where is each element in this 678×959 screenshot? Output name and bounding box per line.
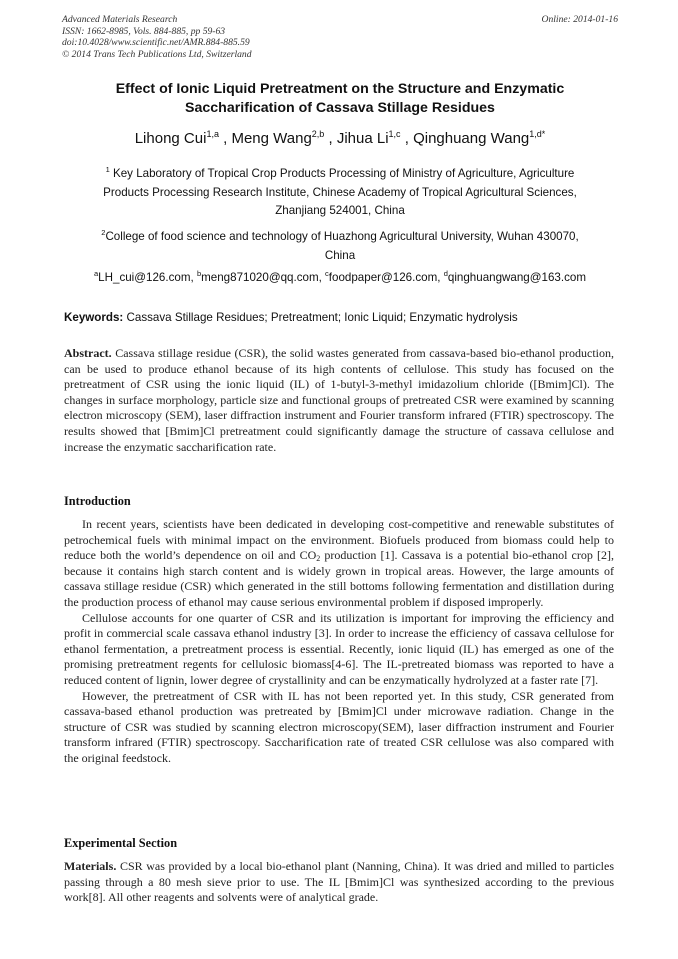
keywords <box>64 310 620 325</box>
introduction-paragraph-1 <box>64 517 614 611</box>
affiliation-2-line-1: College of food science and technology of Huazhong Agricultural University, Wuhan 430070, <box>105 230 579 243</box>
email-list <box>72 269 608 288</box>
title-line-2: Saccharification of Cassava Stillage Residues <box>185 100 495 116</box>
email-mark: c <box>325 269 329 278</box>
affiliation-1 <box>72 165 608 221</box>
author-name: Lihong Cui <box>134 130 207 147</box>
keywords-label: Keywords: <box>64 311 124 324</box>
issn-line: ISSN: 1662-8985, Vols. 884-885, pp 59-63 <box>62 25 226 37</box>
affiliation-1-line-1: Key Laboratory of Tropical Crop Products Processing of Ministry of Agriculture, Agriculture <box>109 167 575 180</box>
online-date: Online: 2014-01-16 <box>541 14 618 25</box>
author-name: Qinghuang Wang <box>413 130 530 147</box>
experimental-heading: Experimental Section <box>64 836 178 850</box>
email-address: qinghuangwang@163.com <box>447 271 586 284</box>
copyright-line: © 2014 Trans Tech Publications Ltd, Switzerland <box>62 48 252 60</box>
paragraph-text: In recent years, scientists have been dedicated in developing cost-competitive and renewable substitutes of petrochemical fuels with minimal impact on the environment. Biofuels produced from biomass could help to reduce both the world’s dependence on oil and CO <box>64 517 614 563</box>
paragraph-text: production [1]. Cassava is a potential bio-ethanol crop [2], because it contains high starch content and is widely grown in tropical areas. However, the large amounts of cassava stillage residue (CSR) which generated in the still bottoms following fermentation and distillation during the production process of ethanol may cause serious environmental problem if disposed improperly. <box>64 548 615 609</box>
journal-name: Advanced Materials Research <box>62 14 178 25</box>
affiliation-1-line-2: Products Processing Research Institute, Chinese Academy of Tropical Agricultural Sciences, <box>103 185 577 199</box>
materials-text: CSR was provided by a local bio-ethanol plant (Nanning, China). It was dried and milled to particles passing through a 80 mesh sieve prior to use. The IL [Bmim]Cl was synthesized according to the previous work[8]. All other reagents and solvents were of analytical grade. <box>64 859 614 905</box>
keywords-text: Cassava Stillage Residues; Pretreatment; Ionic Liquid; Enzymatic hydrolysis <box>123 311 518 324</box>
abstract <box>64 346 614 455</box>
paper-title <box>62 80 618 118</box>
author-name: Meng Wang <box>231 130 312 147</box>
email-address: meng871020@qq.com, <box>201 271 326 284</box>
introduction-heading: Introduction <box>64 494 131 508</box>
affiliation-mark: 1 <box>105 165 110 174</box>
introduction-paragraph-3: However, the pretreatment of CSR with IL has not been reported yet. In this study, CSR generated from cassava-based ethanol production was pretreated by [Bmim]Cl under microwave radiation. Change in the structure of CSR was studied by scanning electron microscopy(SEM), laser diffraction instrument and Fourier transform infrared (FTIR) spectroscopy. Saccharification rate of treated CSR cellulose was also compared with the original feedstock. <box>64 688 614 765</box>
affiliation-2-line-2: China <box>324 248 356 262</box>
journal-header <box>62 14 618 60</box>
introduction-body <box>64 517 614 767</box>
materials-label: Materials. <box>64 859 117 873</box>
doi-line: doi:10.4028/www.scientific.net/AMR.884-885.59 <box>62 37 250 48</box>
abstract-text: Cassava stillage residue (CSR), the solid wastes generated from cassava-based bio-ethanol production, can be used to produce ethanol because of its high contents of cellulose. This study has focused on the pretreatment of CSR using the ionic liquid (IL) of 1-butyl-3-methyl imidazolium chloride ([Bmim]Cl). The changes in surface morphology, particle size and functional groups of pretreated CSR were examined by scanning electron microscopy (SEM), laser diffraction instrument and Fourier transform infrared (FTIR) spectroscopy. The results showed that [Bmim]Cl pretreatment could significantly damage the structure of cassava cellulose and increase the enzymatic saccharification rate. <box>64 346 614 454</box>
materials-paragraph <box>64 859 614 906</box>
author-name: Jihua Li <box>336 130 389 147</box>
author-affiliation-mark: 2,b <box>311 129 325 139</box>
title-line-1: Effect of Ionic Liquid Pretreatment on the Structure and Enzymatic <box>115 81 565 97</box>
introduction-paragraph-2: Cellulose accounts for one quarter of CSR and its utilization is important for improving the efficiency and profit in commercial scale cassava ethanol industry [3]. In order to increase the efficiency of cassava cellulose for ethanol fermentation, a pretreatment process is essential. Recently, ionic liquid (IL) has emerged as one of the promising pretreatment regents for cellulosic biomass[4-6]. The IL-pretreated biomass was reported to have a reduced content of lignin, lower degree of crystallinity and can be enzymatically hydrolyzed at a faster rate [7]. <box>64 610 614 687</box>
author-affiliation-mark: 1,d* <box>529 129 546 139</box>
abstract-label: Abstract. <box>64 346 112 360</box>
author-affiliation-mark: 1,a <box>206 129 219 139</box>
subscript: 2 <box>316 554 321 564</box>
email-mark: d <box>443 269 448 278</box>
email-address: LH_cui@126.com, <box>98 271 197 284</box>
email-mark: a <box>94 269 99 278</box>
affiliation-mark: 2 <box>101 228 106 237</box>
author-list: Lihong Cui$^{1,a}$ , Meng Wang$^{2,b}$ , Jihua Li$^{1,c}$ , Qinghuang Wang$^{1,d*}$ <box>134 129 546 147</box>
email-address: foodpaper@126.com, <box>328 271 444 284</box>
affiliation-2 <box>72 228 608 265</box>
affiliation-1-line-3: Zhanjiang 524001, China <box>275 204 405 217</box>
email-mark: b <box>196 269 202 278</box>
author-affiliation-mark: 1,c <box>388 129 401 139</box>
